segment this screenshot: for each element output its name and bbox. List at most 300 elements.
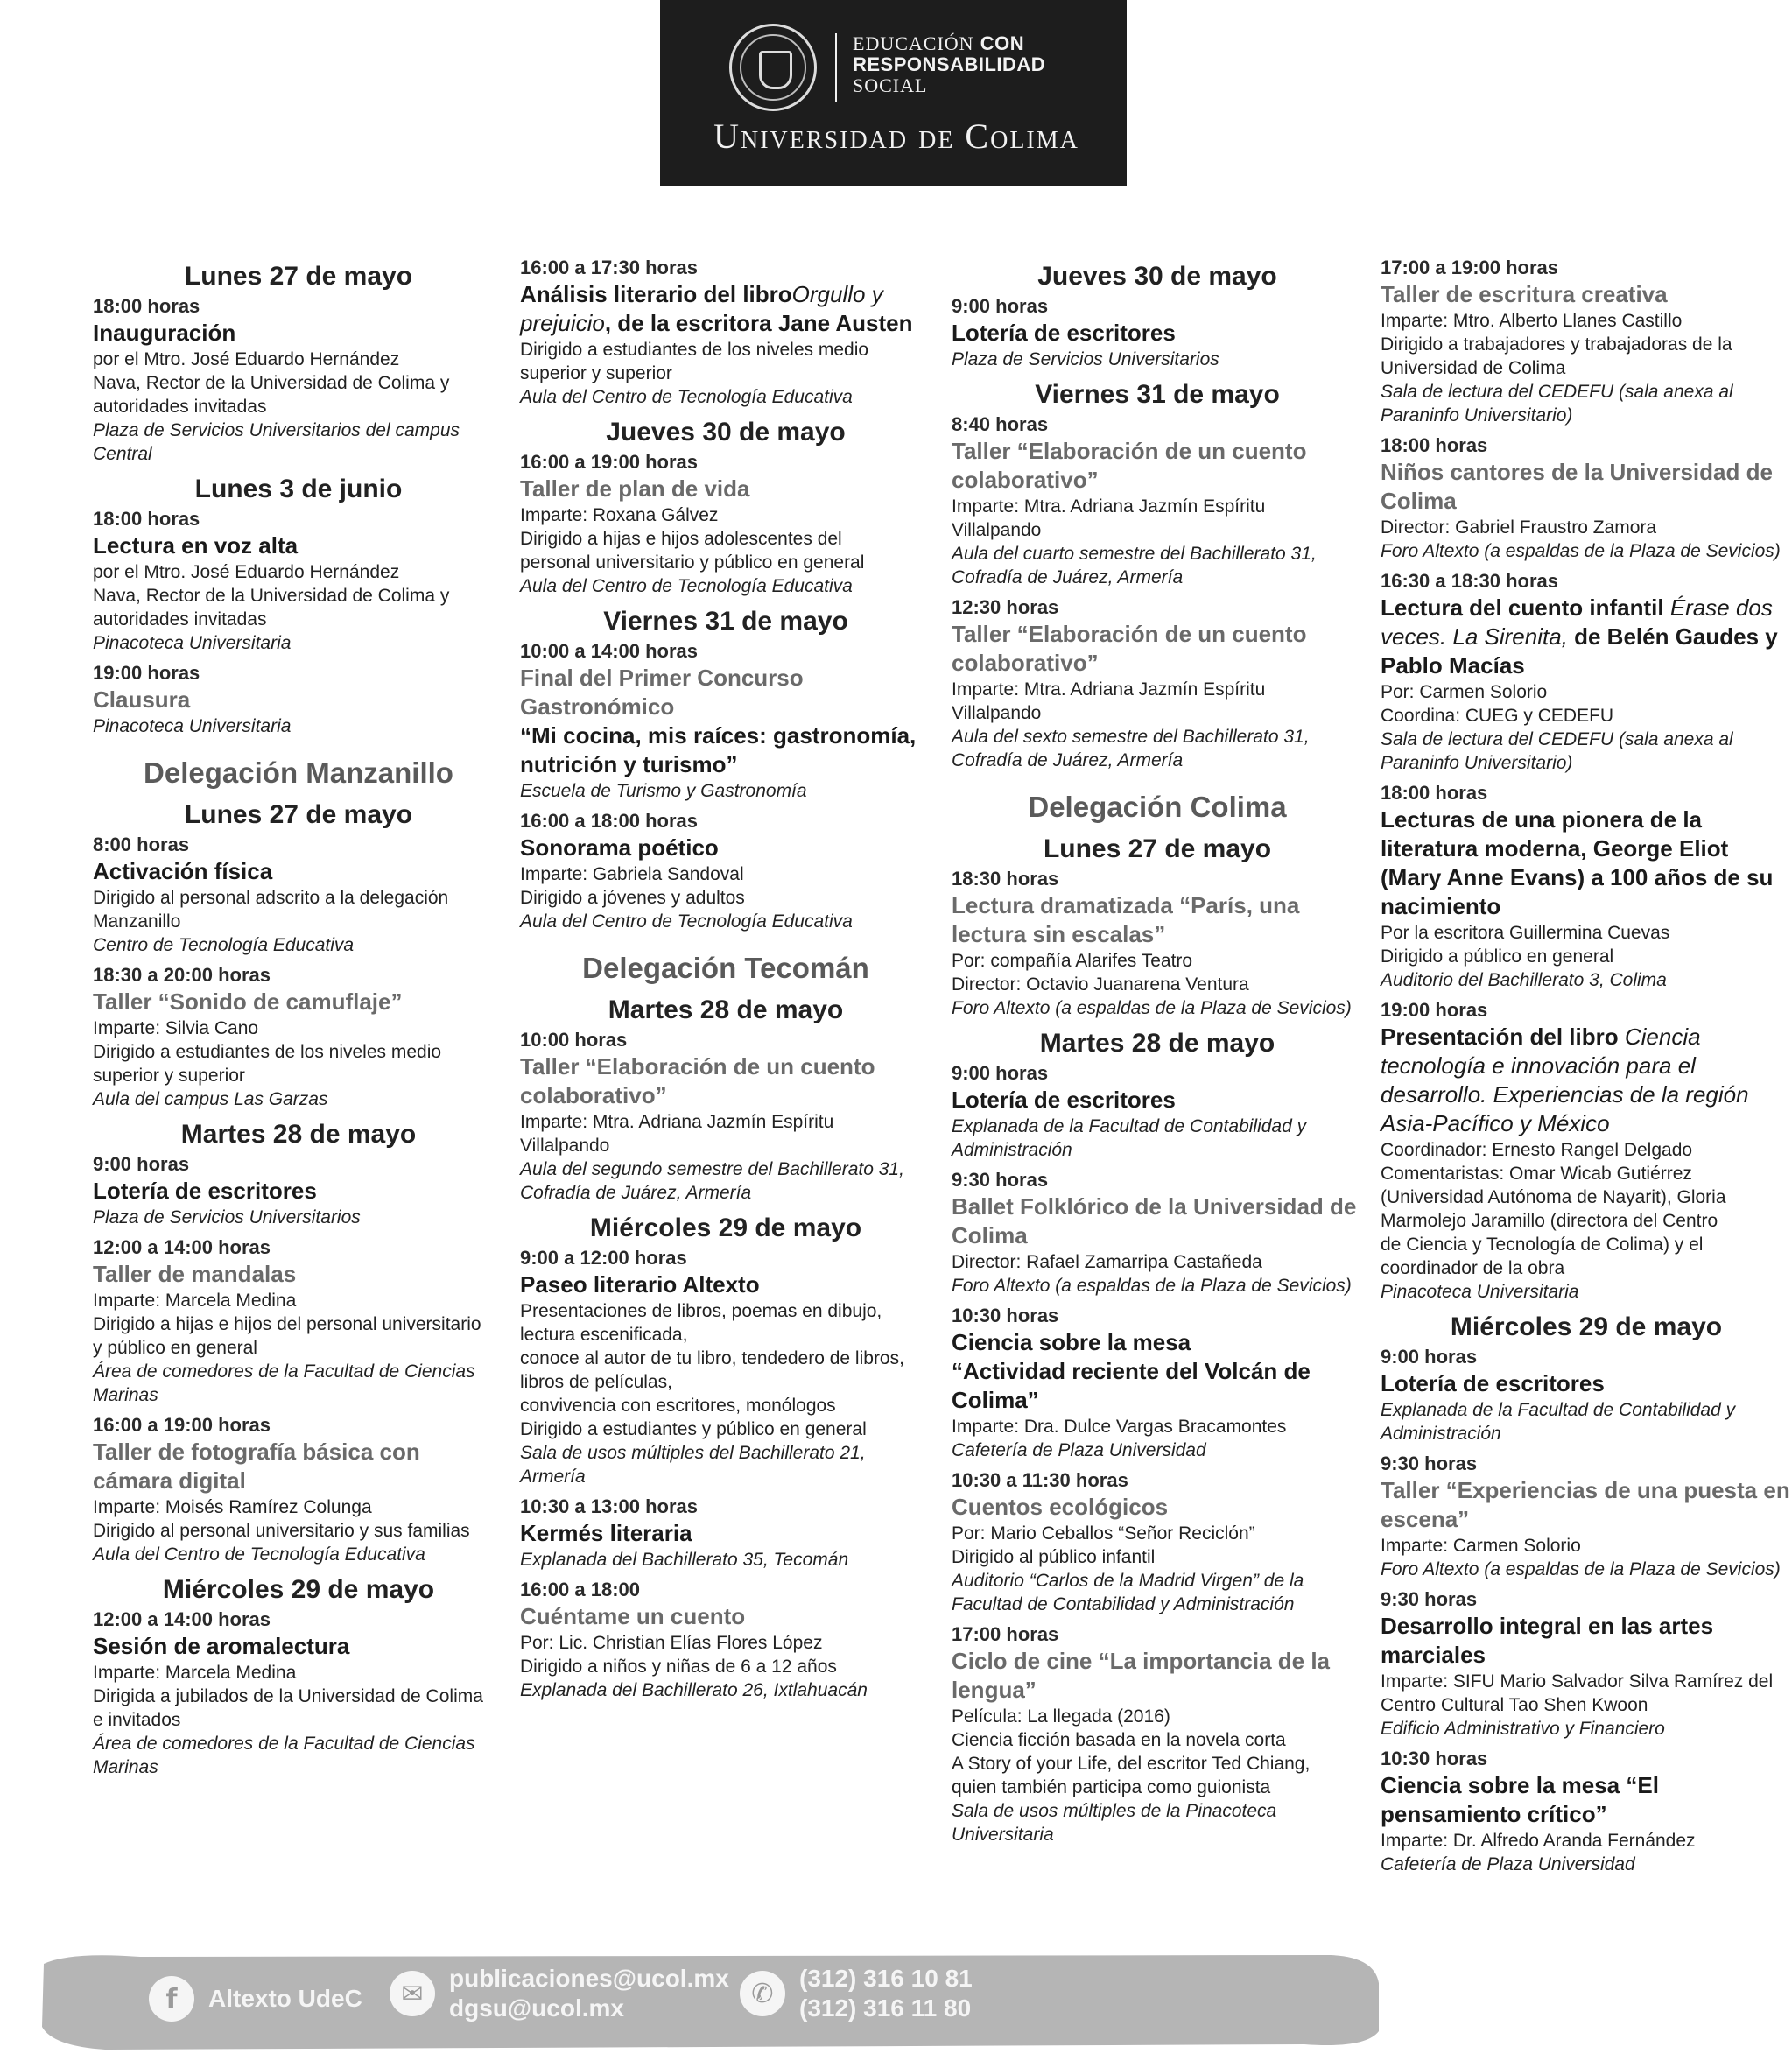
event-title-text: Paseo literario Altexto xyxy=(520,1271,760,1298)
event-time: 12:00 a 14:00 horas xyxy=(93,1236,271,1258)
event-place: Edificio Administrativo y Financiero xyxy=(1381,1719,1665,1739)
event-title xyxy=(952,620,1363,678)
event-title xyxy=(1381,1369,1792,1398)
facebook-handle: Altexto UdeC xyxy=(208,1985,362,2012)
university-seal-icon xyxy=(729,24,817,111)
event-title-text: Presentación del libro xyxy=(1381,1023,1619,1050)
event-place: Plaza de Servicios Universitarios xyxy=(952,349,1219,369)
event-title-rest: de Belén Gaudes y Pablo Macías xyxy=(1381,623,1778,679)
event-time: 16:30 a 18:30 horas xyxy=(1381,570,1559,592)
event-detail: (Universidad Autónoma de Nayarit), Gloria xyxy=(1381,1187,1726,1207)
event-place: Universitaria xyxy=(952,1825,1054,1845)
event-title-text: Análisis literario del libro xyxy=(520,281,792,307)
event-place: Aula del Centro de Tecnología Educativa xyxy=(520,387,853,407)
event-time: 10:30 a 11:30 horas xyxy=(952,1469,1128,1491)
motto-line-2: RESPONSABILIDAD xyxy=(853,53,1046,75)
day-heading: Martes 28 de mayo xyxy=(1039,1029,1275,1058)
event-item xyxy=(1381,1452,1792,1581)
event-detail: Dirigido a estudiantes y público en general xyxy=(520,1419,867,1439)
event-title-text: Taller “Elaboración de un cuento colaborativo” xyxy=(520,1053,875,1108)
event-title xyxy=(520,1052,931,1110)
event-subtitle: “Mi cocina, mis raíces: gastronomía, nutrición y turismo” xyxy=(520,722,917,777)
event-title-text: Taller “Elaboración de un cuento colaborativo” xyxy=(952,621,1307,676)
event-title xyxy=(952,891,1363,949)
event-title-text: Taller “Sonido de camuflaje” xyxy=(93,988,403,1015)
event-time: 10:30 horas xyxy=(1381,1748,1488,1769)
event-title xyxy=(952,1192,1363,1250)
event-title-text: Inauguración xyxy=(93,320,236,346)
event-time: 9:30 horas xyxy=(1381,1588,1478,1610)
event-place: Pinacoteca Universitaria xyxy=(1381,1282,1579,1302)
event-time: 9:00 horas xyxy=(952,295,1049,317)
event-detail: autoridades invitadas xyxy=(93,609,267,630)
event-time: 12:00 a 14:00 horas xyxy=(93,1608,271,1630)
event-title-text: Lotería de escritores xyxy=(93,1178,317,1204)
event-title-text: Taller de fotografía básica con cámara digital xyxy=(93,1438,420,1494)
event-place: Aula del segundo semestre del Bachillerato 31, xyxy=(520,1159,904,1179)
event-title-text: Cuentos ecológicos xyxy=(952,1494,1169,1520)
event-time: 18:00 horas xyxy=(1381,782,1488,804)
event-place: Aula del cuarto semestre del Bachillerato 31, xyxy=(952,544,1317,564)
event-detail: Ciencia ficción basada en la novela corta xyxy=(952,1730,1286,1750)
event-title-text: Niños cantores de la Universidad de Colima xyxy=(1381,459,1773,514)
event-time: 10:00 horas xyxy=(520,1029,628,1051)
event-place: Plaza de Servicios Universitarios xyxy=(93,1207,361,1227)
event-item xyxy=(93,1607,504,1779)
event-title-text: Lotería de escritores xyxy=(1381,1370,1605,1396)
schedule-column-1 xyxy=(93,256,504,1785)
event-title xyxy=(93,1438,504,1495)
event-place: Foro Altexto (a espaldas de la Plaza de Sevicios) xyxy=(1381,1559,1781,1579)
event-detail: Director: Gabriel Fraustro Zamora xyxy=(1381,517,1657,538)
event-title-text: Activación física xyxy=(93,858,273,884)
event-detail: A Story of your Life, del escritor Ted Chiang, xyxy=(952,1754,1311,1774)
event-time: 9:00 horas xyxy=(1381,1346,1478,1368)
event-place: Explanada del Bachillerato 35, Tecomán xyxy=(520,1550,849,1570)
event-item xyxy=(952,1468,1363,1616)
event-place: Explanada del Bachillerato 26, Ixtlahuacán xyxy=(520,1680,868,1700)
event-time: 17:00 a 19:00 horas xyxy=(1381,257,1559,278)
event-detail: Universidad de Colima xyxy=(1381,358,1566,378)
event-title xyxy=(1381,1023,1792,1138)
motto-line-1: EDUCACIÓN xyxy=(853,32,974,54)
event-detail: Nava, Rector de la Universidad de Colima y xyxy=(93,373,450,393)
schedule-column-2 xyxy=(520,256,931,1708)
event-item xyxy=(93,963,504,1111)
event-item xyxy=(520,256,931,409)
event-title xyxy=(1381,1612,1792,1670)
event-item xyxy=(1381,1587,1792,1741)
event-place: Pinacoteca Universitaria xyxy=(93,633,292,653)
event-place: Cafetería de Plaza Universidad xyxy=(952,1440,1206,1460)
event-time: 10:30 horas xyxy=(952,1305,1059,1326)
event-title xyxy=(93,1632,504,1661)
event-title xyxy=(1381,805,1792,921)
event-time: 8:40 horas xyxy=(952,413,1049,435)
event-detail: Imparte: Marcela Medina xyxy=(93,1291,297,1311)
event-detail: autoridades invitadas xyxy=(93,397,267,417)
event-place: Plaza de Servicios Universitarios del campus xyxy=(93,420,460,440)
facebook-icon: f xyxy=(149,1976,194,2022)
event-time: 10:00 a 14:00 horas xyxy=(520,640,699,662)
event-title xyxy=(952,1328,1363,1357)
email-2[interactable]: dgsu@ucol.mx xyxy=(449,1994,624,2022)
event-time: 9:30 horas xyxy=(952,1169,1049,1191)
event-item xyxy=(520,639,931,803)
event-place: Auditorio del Bachillerato 3, Colima xyxy=(1381,970,1667,990)
event-title xyxy=(952,1493,1363,1522)
event-detail: por el Mtro. José Eduardo Hernández xyxy=(93,349,400,369)
event-title-text: Kermés literaria xyxy=(520,1520,692,1546)
event-place: Aula del Centro de Tecnología Educativa xyxy=(93,1544,425,1565)
event-title-text: Taller “Experiencias de una puesta en escena” xyxy=(1381,1477,1790,1532)
event-title-text: Sesión de aromalectura xyxy=(93,1633,350,1659)
event-place: Sala de lectura del CEDEFU (sala anexa al xyxy=(1381,729,1733,749)
event-title xyxy=(93,988,504,1016)
event-item xyxy=(520,1578,931,1702)
event-place: Marinas xyxy=(93,1385,158,1405)
event-detail: Dirigido a público en general xyxy=(1381,946,1614,967)
event-detail: superior y superior xyxy=(93,1066,245,1086)
event-title-text: Ballet Folklórico de la Universidad de Colima xyxy=(952,1193,1357,1249)
event-detail: lectura escenificada, xyxy=(520,1325,688,1345)
event-time: 9:30 horas xyxy=(1381,1453,1478,1474)
event-detail: Presentaciones de libros, poemas en dibujo, xyxy=(520,1301,882,1321)
event-item xyxy=(520,1495,931,1572)
event-place: Marinas xyxy=(93,1757,158,1777)
facebook-contact[interactable] xyxy=(149,1976,362,2022)
event-title-text: Lectura del cuento infantil xyxy=(1381,594,1664,621)
event-detail: quien también participa como guionista xyxy=(952,1777,1271,1797)
event-time: 16:00 a 19:00 horas xyxy=(520,451,699,473)
event-time: 16:00 a 19:00 horas xyxy=(93,1414,271,1436)
event-detail: Comentaristas: Omar Wicab Gutiérrez xyxy=(1381,1164,1692,1184)
event-title xyxy=(1381,594,1792,680)
event-place: Escuela de Turismo y Gastronomía xyxy=(520,781,807,801)
event-item xyxy=(1381,569,1792,775)
event-time: 9:00 horas xyxy=(952,1062,1049,1084)
delegation-heading: Delegación Tecomán xyxy=(582,952,869,984)
day-heading: Martes 28 de mayo xyxy=(608,995,844,1024)
event-title xyxy=(1381,1476,1792,1534)
event-title-text: Cuéntame un cuento xyxy=(520,1603,746,1629)
event-item xyxy=(952,294,1363,371)
event-item xyxy=(952,1061,1363,1162)
event-time: 19:00 horas xyxy=(93,662,200,684)
event-place: Cafetería de Plaza Universidad xyxy=(1381,1854,1635,1875)
event-title-text: Taller de escritura creativa xyxy=(1381,281,1668,307)
motto-con: CON xyxy=(980,32,1025,54)
event-title-text: Lotería de escritores xyxy=(952,320,1176,346)
event-place: Administración xyxy=(1381,1424,1501,1444)
event-detail: Película: La llegada (2016) xyxy=(952,1706,1170,1727)
event-time: 17:00 horas xyxy=(952,1623,1059,1645)
email-1[interactable]: publicaciones@ucol.mx xyxy=(449,1965,729,1992)
event-title-text: Ciclo de cine “La importancia de la lengua” xyxy=(952,1648,1331,1703)
event-item xyxy=(93,833,504,957)
event-time: 8:00 horas xyxy=(93,834,190,855)
event-title-text: Clausura xyxy=(93,686,191,713)
event-title-italic: Orgullo y prejuicio xyxy=(520,281,883,336)
event-detail: Por: Carmen Solorio xyxy=(1381,682,1548,702)
event-place: Cofradía de Juárez, Armería xyxy=(952,567,1184,587)
phone-contact[interactable] xyxy=(740,1964,973,2023)
event-title xyxy=(520,834,931,862)
event-title xyxy=(520,664,931,721)
event-place: Área de comedores de la Facultad de Ciencias xyxy=(93,1734,475,1754)
event-title xyxy=(520,1602,931,1631)
event-detail: Dirigido a niños y niñas de 6 a 12 años xyxy=(520,1657,837,1677)
event-place: Auditorio “Carlos de la Madrid Virgen” de la xyxy=(952,1571,1304,1591)
day-heading: Lunes 3 de junio xyxy=(194,475,403,503)
day-heading: Jueves 30 de mayo xyxy=(1037,262,1277,291)
event-title xyxy=(1381,280,1792,309)
event-time: 18:30 a 20:00 horas xyxy=(93,964,271,986)
event-item xyxy=(1381,1345,1792,1445)
event-place: Aula del Centro de Tecnología Educativa xyxy=(520,576,853,596)
event-detail: Por: Mario Ceballos “Señor Reciclón” xyxy=(952,1523,1255,1544)
event-detail: Director: Octavio Juanarena Ventura xyxy=(952,974,1249,995)
email-contact[interactable] xyxy=(390,1964,729,2023)
event-place: Aula del sexto semestre del Bachillerato 31, xyxy=(952,727,1310,747)
event-title-text: Final del Primer Concurso Gastronómico xyxy=(520,665,804,720)
event-title xyxy=(93,531,504,560)
event-place: Área de comedores de la Facultad de Ciencias xyxy=(93,1361,475,1382)
event-place: Sala de lectura del CEDEFU (sala anexa al xyxy=(1381,382,1733,402)
event-place: Sala de usos múltiples de la Pinacoteca xyxy=(952,1801,1277,1821)
event-time: 18:00 horas xyxy=(93,508,200,530)
schedule-column-4 xyxy=(1381,256,1792,1882)
event-item xyxy=(1381,998,1792,1304)
event-title xyxy=(93,1177,504,1206)
event-detail: superior y superior xyxy=(520,363,672,383)
event-item xyxy=(952,1304,1363,1462)
event-detail: Dirigido al personal adscrito a la delegación xyxy=(93,888,449,908)
event-detail: Dirigido a trabajadores y trabajadoras de la xyxy=(1381,334,1732,355)
event-title-text: Lectura dramatizada “París, una lectura sin escalas” xyxy=(952,892,1300,947)
event-title-text: Ciencia sobre la mesa xyxy=(952,1329,1191,1355)
event-detail: Imparte: Moisés Ramírez Colunga xyxy=(93,1497,372,1517)
event-place: Cofradía de Juárez, Armería xyxy=(520,1183,752,1203)
event-time: 12:30 horas xyxy=(952,596,1059,618)
event-title-text: Lotería de escritores xyxy=(952,1087,1176,1113)
event-detail: Dirigido a hijas e hijos del personal universitario xyxy=(93,1314,481,1334)
event-time: 18:00 horas xyxy=(1381,434,1488,456)
motto xyxy=(853,33,1045,96)
event-place: Aula del campus Las Garzas xyxy=(93,1089,328,1109)
event-title xyxy=(952,437,1363,495)
event-place: Pinacoteca Universitaria xyxy=(93,716,292,736)
event-detail: Imparte: Mtra. Adriana Jazmín Espíritu xyxy=(952,496,1266,517)
event-detail: Imparte: Marcela Medina xyxy=(93,1663,297,1683)
event-item xyxy=(93,1152,504,1229)
event-detail: Imparte: Mtra. Adriana Jazmín Espíritu xyxy=(952,679,1266,700)
event-item xyxy=(520,450,931,598)
event-place: Foro Altexto (a espaldas de la Plaza de Sevicios) xyxy=(952,998,1352,1018)
event-title-rest: , de la escritora Jane Austen xyxy=(604,310,913,336)
event-time: 9:00 horas xyxy=(93,1153,190,1175)
phone-1: (312) 316 10 81 xyxy=(799,1965,973,1992)
event-item xyxy=(520,1028,931,1205)
event-item xyxy=(520,1246,931,1488)
event-detail: Dirigido al público infantil xyxy=(952,1547,1156,1567)
delegation-heading: Delegación Manzanillo xyxy=(144,756,453,789)
event-detail: libros de películas, xyxy=(520,1372,672,1392)
motto-line-3: SOCIAL xyxy=(853,74,928,96)
event-place: Aula del Centro de Tecnología Educativa xyxy=(520,911,853,932)
day-heading: Lunes 27 de mayo xyxy=(184,800,413,829)
event-item xyxy=(952,595,1363,772)
event-place: Paraninfo Universitario) xyxy=(1381,405,1573,426)
event-title xyxy=(952,1086,1363,1115)
event-time: 9:00 a 12:00 horas xyxy=(520,1247,687,1269)
event-detail: Nava, Rector de la Universidad de Colima y xyxy=(93,586,450,606)
event-place: Centro de Tecnología Educativa xyxy=(93,935,355,955)
event-item xyxy=(1381,781,1792,992)
event-title-text: Taller de plan de vida xyxy=(520,475,750,502)
day-heading: Lunes 27 de mayo xyxy=(1043,834,1272,863)
event-detail: Imparte: Mtro. Alberto Llanes Castillo xyxy=(1381,311,1683,331)
phone-icon: ✆ xyxy=(740,1971,785,2016)
event-time: 10:30 a 13:00 horas xyxy=(520,1495,699,1517)
event-detail: Dirigido al personal universitario y sus familias xyxy=(93,1521,470,1541)
event-title xyxy=(93,686,504,714)
event-title xyxy=(1381,458,1792,516)
event-place: Central xyxy=(93,444,152,464)
event-place: Facultad de Contabilidad y Administración xyxy=(952,1594,1295,1614)
event-title-text: Lectura en voz alta xyxy=(93,532,299,559)
event-detail: Villalpando xyxy=(952,520,1042,540)
event-place: Explanada de la Facultad de Contabilidad y xyxy=(1381,1400,1736,1420)
event-detail: personal universitario y público en general xyxy=(520,552,865,573)
event-place: Foro Altexto (a espaldas de la Plaza de Sevicios) xyxy=(1381,541,1781,561)
event-title-italic: Érase dos veces. La Sirenita, xyxy=(1381,594,1773,650)
event-item xyxy=(1381,1747,1792,1876)
event-title xyxy=(952,1647,1363,1705)
event-detail: Marmolejo Jaramillo (directora del Centro xyxy=(1381,1211,1718,1231)
event-time: 16:00 a 18:00 horas xyxy=(520,810,699,832)
event-title xyxy=(93,857,504,886)
event-detail: Por: compañía Alarifes Teatro xyxy=(952,951,1193,971)
event-detail: Imparte: Dra. Dulce Vargas Bracamontes xyxy=(952,1417,1287,1437)
phone-2: (312) 316 11 80 xyxy=(799,1994,972,2022)
event-item xyxy=(520,809,931,933)
event-detail: convivencia con escritores, monólogos xyxy=(520,1396,836,1416)
event-place: Cofradía de Juárez, Armería xyxy=(952,750,1184,770)
event-detail: Imparte: Dr. Alfredo Aranda Fernández xyxy=(1381,1831,1696,1851)
event-place: Administración xyxy=(952,1140,1072,1160)
event-item xyxy=(952,412,1363,589)
event-item xyxy=(952,1168,1363,1298)
event-detail: Imparte: Carmen Solorio xyxy=(1381,1536,1581,1556)
day-heading: Miércoles 29 de mayo xyxy=(1450,1312,1723,1341)
event-title xyxy=(93,319,504,348)
event-item xyxy=(93,661,504,738)
event-detail: Imparte: SIFU Mario Salvador Silva Ramírez del xyxy=(1381,1671,1774,1692)
event-detail: Manzanillo xyxy=(93,911,181,932)
event-subtitle: “Actividad reciente del Volcán de Colima” xyxy=(952,1358,1311,1413)
event-title xyxy=(1381,1771,1792,1829)
event-detail: Dirigido a jóvenes y adultos xyxy=(520,888,745,908)
event-place: Foro Altexto (a espaldas de la Plaza de Sevicios) xyxy=(952,1276,1352,1296)
event-detail: Coordinador: Ernesto Rangel Delgado xyxy=(1381,1140,1693,1160)
university-name: Universidad de Colima xyxy=(713,116,1079,156)
day-heading: Jueves 30 de mayo xyxy=(606,418,846,447)
event-detail: e invitados xyxy=(93,1710,181,1730)
event-title-text: Ciencia sobre la mesa “El pensamiento crítico” xyxy=(1381,1772,1659,1827)
event-detail: de Ciencia y Tecnología de Colima) y el xyxy=(1381,1234,1704,1255)
event-title-text: Lecturas de una pionera de la literatura moderna, George Eliot (Mary Anne Evans) a 100 años de su nacimiento xyxy=(1381,806,1774,919)
event-detail: Por: Lic. Christian Elías Flores López xyxy=(520,1633,823,1653)
event-title-text: Desarrollo integral en las artes marciales xyxy=(1381,1613,1714,1668)
event-time: 16:00 a 17:30 horas xyxy=(520,257,699,278)
day-heading: Miércoles 29 de mayo xyxy=(162,1575,435,1604)
event-detail: Imparte: Mtra. Adriana Jazmín Espíritu xyxy=(520,1112,834,1132)
event-detail: Centro Cultural Tao Shen Kwoon xyxy=(1381,1695,1648,1715)
university-header xyxy=(660,0,1127,186)
event-title xyxy=(520,1519,931,1548)
event-item xyxy=(93,507,504,655)
event-time: 18:00 horas xyxy=(93,295,200,317)
day-heading: Miércoles 29 de mayo xyxy=(589,1213,862,1242)
day-heading: Viernes 31 de mayo xyxy=(1035,380,1280,409)
event-item xyxy=(952,867,1363,1020)
event-item xyxy=(1381,433,1792,563)
event-title-text: Sonorama poético xyxy=(520,834,719,861)
delegation-heading: Delegación Colima xyxy=(1028,791,1287,823)
event-detail: Dirigida a jubilados de la Universidad de Colima xyxy=(93,1686,483,1706)
day-heading: Viernes 31 de mayo xyxy=(603,607,848,636)
mail-icon: ✉ xyxy=(390,1971,435,2016)
event-detail: Director: Rafael Zamarripa Castañeda xyxy=(952,1252,1262,1272)
event-title xyxy=(952,319,1363,348)
event-title xyxy=(520,475,931,503)
day-heading: Lunes 27 de mayo xyxy=(184,262,413,291)
event-detail: Por la escritora Guillermina Cuevas xyxy=(1381,923,1670,943)
event-item xyxy=(93,1413,504,1566)
event-detail: Imparte: Silvia Cano xyxy=(93,1018,259,1038)
event-detail: Dirigido a hijas e hijos adolescentes del xyxy=(520,529,842,549)
schedule-column-3 xyxy=(952,256,1363,1853)
event-title xyxy=(93,1260,504,1289)
event-time: 18:30 horas xyxy=(952,868,1059,890)
event-detail: Imparte: Roxana Gálvez xyxy=(520,505,719,525)
event-title-text: Taller “Elaboración de un cuento colaborativo” xyxy=(952,438,1307,493)
event-title-italic: Ciencia tecnología e innovación para el desarrollo. Experiencias de la región Asia-Pacífico y México xyxy=(1381,1023,1749,1136)
event-detail: Imparte: Gabriela Sandoval xyxy=(520,864,744,884)
event-detail: Villalpando xyxy=(520,1136,610,1156)
event-title-text: Taller de mandalas xyxy=(93,1261,297,1287)
day-heading: Martes 28 de mayo xyxy=(180,1120,417,1149)
event-place: Paraninfo Universitario) xyxy=(1381,753,1573,773)
event-detail: conoce al autor de tu libro, tendedero de libros, xyxy=(520,1348,904,1368)
event-item xyxy=(93,1235,504,1407)
event-place: Explanada de la Facultad de Contabilidad y xyxy=(952,1116,1307,1136)
contact-footer xyxy=(35,1948,1733,2053)
event-time: 16:00 a 18:00 xyxy=(520,1579,640,1600)
event-time: 19:00 horas xyxy=(1381,999,1488,1021)
event-detail: Dirigido a estudiantes de los niveles medio xyxy=(93,1042,442,1062)
header-divider xyxy=(835,33,837,102)
event-detail: Dirigido a estudiantes de los niveles medio xyxy=(520,340,869,360)
event-item xyxy=(952,1622,1363,1846)
event-detail: y público en general xyxy=(93,1338,257,1358)
event-item xyxy=(93,294,504,466)
event-detail: por el Mtro. José Eduardo Hernández xyxy=(93,562,400,582)
event-detail: coordinador de la obra xyxy=(1381,1258,1565,1278)
event-detail: Villalpando xyxy=(952,703,1042,723)
event-place: Sala de usos múltiples del Bachillerato 21, Armería xyxy=(520,1443,866,1487)
